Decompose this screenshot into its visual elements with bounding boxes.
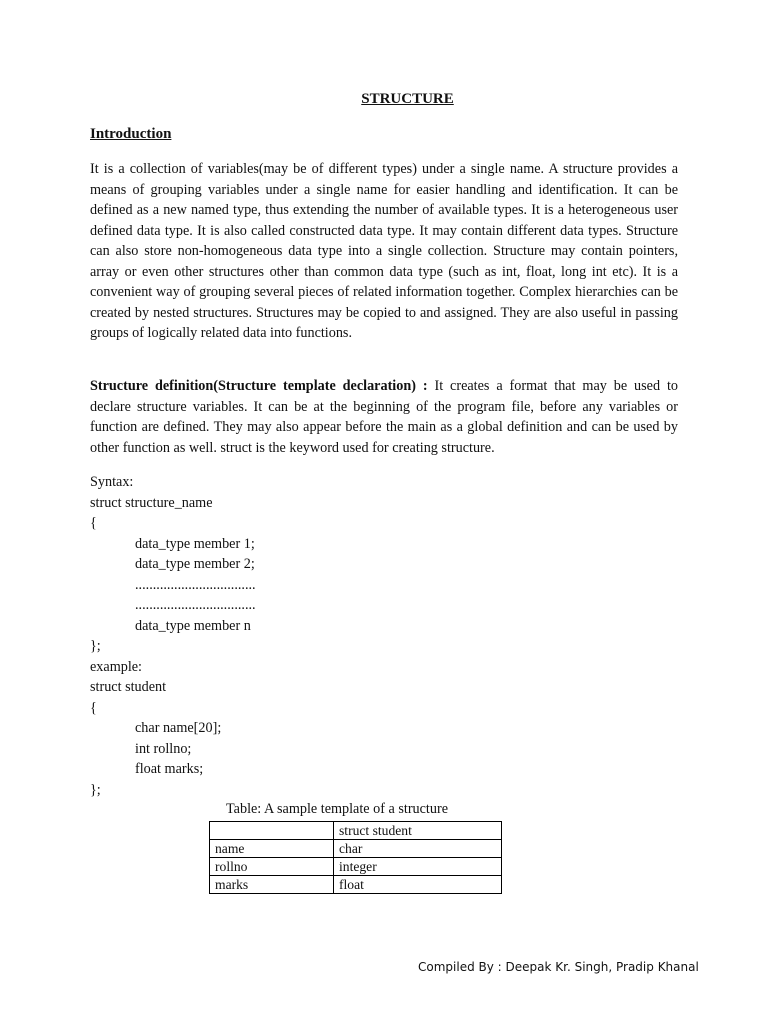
introduction-paragraph: It is a collection of variables(may be of different types) under a single name. A structure provides a means of grouping variables under a single name for easier handling and identification. It can be defined as a new named type, thus extending the number of available types. It is a heterogeneous user defined data type. It is also called constructed data type. It may contain different data types. Structure can also store non-homogeneous data type into a single collection. Structure may contain pointers, array or even other structures other than common data type (such as int, float, long int etc). It is a convenient way of grouping several pieces of related information together. Complex hierarchies can be created by nested structures. Structures may be copied to and assigned. They are also useful in passing groups of logically related data into functions. <box>90 161 678 341</box>
code-line: data_type member n <box>135 617 251 634</box>
table-cell: char <box>334 840 502 858</box>
structure-template-table <box>209 821 502 894</box>
code-line: char name[20]; <box>135 720 222 736</box>
code-line: data_type member 1; <box>135 535 255 552</box>
code-line: { <box>90 699 97 716</box>
table-row <box>210 822 502 840</box>
code-line: .................................. <box>135 597 256 613</box>
code-line: .................................. <box>135 576 256 593</box>
code-line: float marks; <box>135 761 204 777</box>
code-line: }; <box>90 638 101 654</box>
code-line: example: <box>90 658 142 675</box>
table-row <box>210 858 502 876</box>
table-cell: marks <box>210 876 334 894</box>
definition-lead: Structure definition(Structure template declaration) : <box>90 378 428 394</box>
table-cell: float <box>334 876 502 894</box>
code-line: struct structure_name <box>90 494 213 511</box>
table-cell: name <box>210 840 334 858</box>
table-caption: Table: A sample template of a structure <box>226 801 448 817</box>
code-line: data_type member 2; <box>135 556 255 572</box>
page-title: STRUCTURE <box>361 91 454 107</box>
table-cell <box>210 822 334 840</box>
code-line: { <box>90 515 97 531</box>
code-line: int rollno; <box>135 740 192 757</box>
code-line: struct student <box>90 679 167 695</box>
definition-paragraph <box>90 376 678 458</box>
table-cell: struct student <box>334 822 502 840</box>
table-cell: integer <box>334 858 502 876</box>
table-row <box>210 876 502 894</box>
definition-body: It creates a format that may be used to declare structure variables. It can be at the beginning of the program file, before any variables or function are defined. They may also appear before the main as a global definition and can be used by other function as well. struct is the keyword used for creating structure. <box>90 378 678 456</box>
introduction-heading: Introduction <box>90 126 172 142</box>
table-row <box>210 840 502 858</box>
code-line: Syntax: <box>90 474 134 490</box>
page-footer: Compiled By : Deepak Kr. Singh, Pradip Khanal <box>418 960 699 974</box>
table-cell: rollno <box>210 858 334 876</box>
code-line: }; <box>90 781 101 798</box>
syntax-code-block <box>90 472 256 800</box>
